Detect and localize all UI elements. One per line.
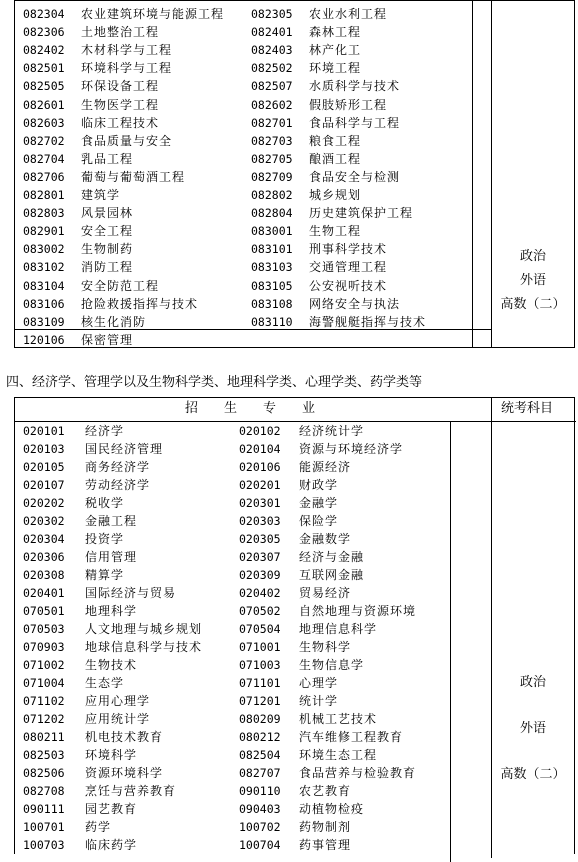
section-heading: 四、经济学、管理学以及生物科学类、地理科学类、心理学类、药学类等 bbox=[6, 375, 423, 390]
major-name: 投资学 bbox=[85, 532, 125, 546]
major-code: 071202 bbox=[23, 712, 65, 726]
major-name: 地球信息科学与技术 bbox=[85, 640, 203, 654]
major-name: 建筑学 bbox=[81, 188, 121, 202]
major-name: 汽车维修工程教育 bbox=[299, 730, 404, 744]
major-name: 林产化工 bbox=[309, 43, 362, 58]
table-row bbox=[15, 41, 491, 59]
major-name: 国民经济管理 bbox=[85, 442, 164, 456]
major-code: 083101 bbox=[251, 242, 293, 257]
table-row bbox=[15, 602, 491, 620]
major-name: 人文地理与城乡规划 bbox=[85, 622, 203, 636]
major-code: 080209 bbox=[239, 712, 281, 726]
table-row bbox=[15, 692, 491, 710]
major-code: 082506 bbox=[23, 766, 65, 780]
major-code: 020305 bbox=[239, 532, 281, 546]
table-row bbox=[15, 422, 491, 440]
major-code: 020103 bbox=[23, 442, 65, 456]
major-name: 食品质量与安全 bbox=[81, 133, 173, 148]
major-name: 海警舰艇指挥与技术 bbox=[309, 314, 427, 329]
major-name: 森林工程 bbox=[309, 25, 362, 40]
major-name: 安全工程 bbox=[81, 224, 134, 239]
major-code: 082304 bbox=[23, 7, 65, 21]
major-code: 082504 bbox=[239, 748, 281, 762]
major-code: 082804 bbox=[251, 206, 293, 221]
major-name: 保密管理 bbox=[81, 332, 134, 347]
major-code: 083102 bbox=[23, 260, 65, 275]
major-code: 082402 bbox=[23, 43, 65, 58]
major-name: 统计学 bbox=[299, 694, 339, 708]
table-row bbox=[15, 150, 491, 168]
major-code: 071002 bbox=[23, 658, 65, 672]
major-code: 020106 bbox=[239, 460, 281, 474]
major-code: 020301 bbox=[239, 496, 281, 510]
major-code: 071001 bbox=[239, 640, 281, 654]
table-row bbox=[15, 512, 491, 530]
major-code: 082306 bbox=[23, 25, 65, 40]
major-code: 100701 bbox=[23, 820, 65, 834]
table-row bbox=[15, 5, 491, 23]
major-name: 精算学 bbox=[85, 568, 125, 582]
major-name: 交通管理工程 bbox=[309, 260, 388, 275]
major-name: 金融工程 bbox=[85, 514, 138, 528]
major-name: 金融学 bbox=[299, 496, 339, 510]
major-code: 071201 bbox=[239, 694, 281, 708]
major-name: 食品营养与检验教育 bbox=[299, 766, 417, 780]
major-name: 粮食工程 bbox=[309, 133, 362, 148]
table-row bbox=[15, 114, 491, 132]
major-code: 082602 bbox=[251, 97, 293, 112]
table-row bbox=[15, 746, 491, 764]
table-row bbox=[15, 656, 491, 674]
major-name: 食品安全与检测 bbox=[309, 169, 401, 184]
major-name: 水质科学与技术 bbox=[309, 79, 401, 94]
subject-advanced-math: 高数（二） bbox=[500, 767, 566, 782]
table-row bbox=[15, 440, 491, 458]
major-code: 083106 bbox=[23, 296, 65, 311]
major-code: 083104 bbox=[23, 278, 65, 293]
major-code: 082401 bbox=[251, 25, 293, 40]
major-code: 090403 bbox=[239, 802, 281, 816]
major-code: 082801 bbox=[23, 188, 65, 202]
major-code: 082705 bbox=[251, 151, 293, 166]
table-2 bbox=[14, 397, 575, 854]
major-name: 贸易经济 bbox=[299, 586, 352, 600]
table-row bbox=[15, 77, 491, 95]
major-code: 082901 bbox=[23, 224, 65, 239]
major-name: 商务经济学 bbox=[85, 460, 151, 474]
major-code: 071102 bbox=[23, 694, 65, 708]
table-row bbox=[15, 168, 491, 186]
major-name: 机械工艺技术 bbox=[299, 712, 378, 726]
major-code: 082707 bbox=[239, 766, 281, 780]
major-code: 082803 bbox=[23, 206, 65, 221]
major-name: 假肢矫形工程 bbox=[309, 97, 388, 112]
major-name: 食品科学与工程 bbox=[309, 115, 401, 130]
major-name: 资源与环境经济学 bbox=[299, 442, 404, 456]
major-code: 020307 bbox=[239, 550, 281, 564]
major-name: 动植物检疫 bbox=[299, 802, 365, 816]
major-name: 风景园林 bbox=[81, 206, 134, 221]
major-code: 083108 bbox=[251, 296, 293, 311]
table-row bbox=[15, 476, 491, 494]
major-name: 互联网金融 bbox=[299, 568, 365, 582]
major-code: 020401 bbox=[23, 586, 65, 600]
major-name: 临床工程技术 bbox=[81, 115, 160, 130]
table-row bbox=[15, 836, 491, 854]
table-row bbox=[15, 548, 491, 566]
major-name: 心理学 bbox=[299, 676, 339, 690]
table-row bbox=[15, 728, 491, 746]
table-row bbox=[15, 313, 491, 331]
subject-foreign-language: 外语 bbox=[519, 721, 546, 736]
major-code: 083105 bbox=[251, 278, 293, 293]
major-name: 烹饪与营养教育 bbox=[85, 784, 177, 798]
major-code: 020201 bbox=[239, 478, 281, 492]
major-name: 应用统计学 bbox=[85, 712, 151, 726]
table-row bbox=[15, 674, 491, 692]
major-name: 保险学 bbox=[299, 514, 339, 528]
major-code: 082305 bbox=[251, 7, 293, 21]
major-code: 071004 bbox=[23, 676, 65, 690]
table-row bbox=[15, 96, 491, 114]
major-name: 核生化消防 bbox=[81, 314, 147, 329]
major-code: 083109 bbox=[23, 314, 65, 329]
major-code: 070503 bbox=[23, 622, 65, 636]
major-code: 020304 bbox=[23, 532, 65, 546]
table-row bbox=[15, 566, 491, 584]
major-name: 自然地理与资源环境 bbox=[299, 604, 417, 618]
major-code: 090111 bbox=[23, 802, 65, 816]
major-code: 082703 bbox=[251, 133, 293, 148]
major-name: 安全防范工程 bbox=[81, 278, 160, 293]
major-code: 100704 bbox=[239, 838, 281, 852]
major-name: 临床药学 bbox=[85, 838, 138, 852]
major-name: 经济学 bbox=[85, 424, 125, 438]
major-code: 082601 bbox=[23, 97, 65, 112]
major-name: 生物医学工程 bbox=[81, 97, 160, 112]
major-name: 机电技术教育 bbox=[85, 730, 164, 744]
major-name: 劳动经济学 bbox=[85, 478, 151, 492]
table-row bbox=[15, 458, 491, 476]
table-row bbox=[15, 295, 491, 313]
major-name: 地理信息科学 bbox=[299, 622, 378, 636]
table-1 bbox=[14, 0, 575, 348]
major-code: 082706 bbox=[23, 169, 65, 184]
table-row bbox=[15, 584, 491, 602]
major-code: 020302 bbox=[23, 514, 65, 528]
major-name: 药学 bbox=[85, 820, 112, 834]
major-name: 财政学 bbox=[299, 478, 339, 492]
major-code: 082701 bbox=[251, 115, 293, 130]
major-name: 木材科学与工程 bbox=[81, 43, 173, 58]
major-code: 120106 bbox=[23, 332, 65, 347]
major-code: 070502 bbox=[239, 604, 281, 618]
major-name: 环境科学 bbox=[85, 748, 138, 762]
major-name: 农业建筑环境与能源工程 bbox=[81, 7, 225, 21]
major-name: 生物科学 bbox=[299, 640, 352, 654]
table-row bbox=[15, 240, 491, 258]
table-row bbox=[15, 494, 491, 512]
major-name: 国际经济与贸易 bbox=[85, 586, 177, 600]
major-code: 020105 bbox=[23, 460, 65, 474]
major-code: 020104 bbox=[239, 442, 281, 456]
major-name: 信用管理 bbox=[85, 550, 138, 564]
major-name: 生态学 bbox=[85, 676, 125, 690]
major-code: 020202 bbox=[23, 496, 65, 510]
major-code: 020303 bbox=[239, 514, 281, 528]
major-name: 刑事科学技术 bbox=[309, 242, 388, 257]
subject-politics: 政治 bbox=[519, 675, 546, 690]
table-row bbox=[15, 530, 491, 548]
subject-politics: 政治 bbox=[519, 249, 546, 264]
major-name: 环境科学与工程 bbox=[81, 61, 173, 76]
table-row bbox=[15, 23, 491, 41]
major-code: 080211 bbox=[23, 730, 65, 744]
major-name: 地理科学 bbox=[85, 604, 138, 618]
major-code: 020107 bbox=[23, 478, 65, 492]
table-row bbox=[15, 277, 491, 295]
subject-foreign-language: 外语 bbox=[519, 273, 546, 288]
major-code: 082704 bbox=[23, 151, 65, 166]
table-row bbox=[15, 800, 491, 818]
major-name: 环境工程 bbox=[309, 61, 362, 76]
major-code: 020402 bbox=[239, 586, 281, 600]
table-1-subjects bbox=[492, 245, 574, 317]
table-row bbox=[15, 782, 491, 800]
subject-advanced-math: 高数（二） bbox=[500, 297, 566, 312]
major-code: 020306 bbox=[23, 550, 65, 564]
major-name: 抢险救援指挥与技术 bbox=[81, 296, 199, 311]
major-code: 082403 bbox=[251, 43, 293, 58]
major-name: 农艺教育 bbox=[299, 784, 352, 798]
major-name: 应用心理学 bbox=[85, 694, 151, 708]
major-name: 资源环境科学 bbox=[85, 766, 164, 780]
major-name: 药事管理 bbox=[299, 838, 352, 852]
table-row bbox=[15, 258, 491, 276]
major-code: 071101 bbox=[239, 676, 281, 690]
major-code: 090110 bbox=[239, 784, 281, 798]
major-code: 082603 bbox=[23, 115, 65, 130]
major-name: 经济统计学 bbox=[299, 424, 365, 438]
table-2-header-subjects: 统考科目 bbox=[501, 401, 554, 416]
major-code: 070504 bbox=[239, 622, 281, 636]
major-name: 农业水利工程 bbox=[309, 7, 388, 21]
table-row bbox=[15, 132, 491, 150]
major-code: 082505 bbox=[23, 79, 65, 94]
major-name: 金融数学 bbox=[299, 532, 352, 546]
major-code: 020309 bbox=[239, 568, 281, 582]
major-code: 080212 bbox=[239, 730, 281, 744]
major-name: 网络安全与执法 bbox=[309, 296, 401, 311]
major-name: 乳品工程 bbox=[81, 151, 134, 166]
major-code: 020101 bbox=[23, 424, 65, 438]
table-row bbox=[15, 204, 491, 222]
major-name: 生物制药 bbox=[81, 242, 134, 257]
table-2-subjects bbox=[492, 660, 574, 798]
table-row bbox=[15, 222, 491, 240]
major-name: 生物信息学 bbox=[299, 658, 365, 672]
table-row bbox=[15, 638, 491, 656]
major-code: 082802 bbox=[251, 188, 293, 202]
major-name: 消防工程 bbox=[81, 260, 134, 275]
major-code: 083103 bbox=[251, 260, 293, 275]
major-name: 税收学 bbox=[85, 496, 125, 510]
major-code: 070903 bbox=[23, 640, 65, 654]
major-name: 生物技术 bbox=[85, 658, 138, 672]
major-name: 环境生态工程 bbox=[299, 748, 378, 762]
major-name: 能源经济 bbox=[299, 460, 352, 474]
major-code: 082502 bbox=[251, 61, 293, 76]
major-code: 083001 bbox=[251, 224, 293, 239]
major-name: 药物制剂 bbox=[299, 820, 352, 834]
major-code: 071003 bbox=[239, 658, 281, 672]
major-name: 经济与金融 bbox=[299, 550, 365, 564]
major-name: 酿酒工程 bbox=[309, 151, 362, 166]
major-code: 020102 bbox=[239, 424, 281, 438]
table-row bbox=[15, 710, 491, 728]
major-name: 土地整治工程 bbox=[81, 25, 160, 40]
major-code: 082507 bbox=[251, 79, 293, 94]
major-code: 083110 bbox=[251, 314, 293, 329]
major-name: 葡萄与葡萄酒工程 bbox=[81, 169, 186, 184]
major-name: 环保设备工程 bbox=[81, 79, 160, 94]
major-name: 城乡规划 bbox=[309, 188, 362, 202]
table-row bbox=[15, 620, 491, 638]
table-row bbox=[15, 59, 491, 77]
major-name: 园艺教育 bbox=[85, 802, 138, 816]
major-code: 083002 bbox=[23, 242, 65, 257]
major-code: 082708 bbox=[23, 784, 65, 798]
table-2-header-major: 招 生 专 业 bbox=[185, 401, 316, 416]
table-row bbox=[15, 186, 491, 204]
major-code: 020308 bbox=[23, 568, 65, 582]
major-code: 082501 bbox=[23, 61, 65, 76]
table-row bbox=[15, 764, 491, 782]
major-code: 070501 bbox=[23, 604, 65, 618]
major-name: 生物工程 bbox=[309, 224, 362, 239]
major-code: 100702 bbox=[239, 820, 281, 834]
major-code: 082709 bbox=[251, 169, 293, 184]
table-row bbox=[15, 818, 491, 836]
major-name: 公安视听技术 bbox=[309, 278, 388, 293]
major-name: 历史建筑保护工程 bbox=[309, 206, 414, 221]
major-code: 082702 bbox=[23, 133, 65, 148]
major-code: 082503 bbox=[23, 748, 65, 762]
table-row bbox=[15, 331, 491, 349]
major-code: 100703 bbox=[23, 838, 65, 852]
